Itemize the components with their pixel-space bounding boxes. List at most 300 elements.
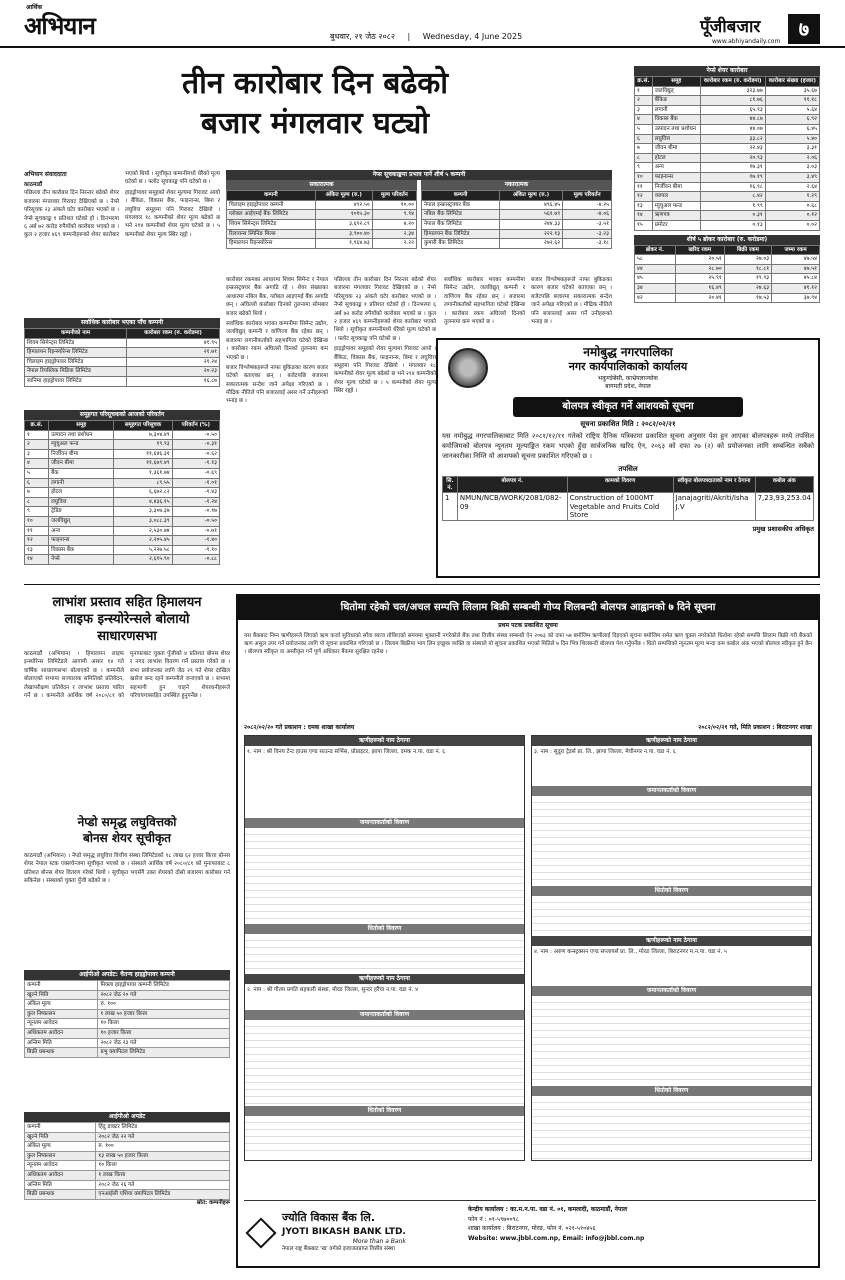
- nmb-cell: Construction of 1000MT Vegetable and Fruits Cold Store: [567, 493, 673, 521]
- index-header-3: परिवर्तन (%): [172, 421, 219, 431]
- top5-neg-header-1: अंकित मूल्य (रु.): [500, 191, 563, 201]
- nepse-cell: लगानी: [652, 105, 700, 115]
- ipo1-cell: अन्तिम मिति: [25, 1038, 98, 1048]
- notice-bid-table: [442, 476, 814, 521]
- index-cell: -१.१३: [172, 459, 219, 469]
- index-cell: जलविद्युत्: [49, 517, 114, 527]
- top5-neg-row: [422, 210, 612, 220]
- newspaper-logo[interactable]: अभियान: [24, 11, 95, 40]
- index-row: [25, 526, 220, 536]
- nepse-row: [635, 134, 820, 144]
- ipo1-cell: २०८२ जेठ २३ गते: [98, 1038, 230, 1048]
- auction-left-col: [244, 735, 525, 1162]
- lead-para-1: पछिल्ला तीन कारोबार दिन निरन्तर बढेको शेयर बजारमा मंगलवार गिरावट देखिएको छ । नेप्से परिसूचक २३ अंकले घटेर कारोबार भएको छ । नेप्से सूचकाङ्क १ प्रतिशत घटेको हो । दिनभरमा ६ अर्ब ७२ करोड रुपैयाँको कारोबार भएको छ । कुल २ हजार ४६९ कम्पनीहरूको शेयर कारोबार भएको थियो । सूचीकृत कम्पनीमध्ये धेरैको मूल्य घटेको छ । फ्लोट सूचकाङ्क पनि घटेको छ ।: [24, 171, 220, 239]
- index-cell: म्युचुअल फन्ड: [49, 440, 114, 450]
- top5-neg-cell: ४९६.४५: [500, 200, 563, 210]
- borrower-title-right-2: ऋणीहरूको नाम ठेगाना: [532, 936, 811, 946]
- ipo2-row: [25, 1190, 230, 1200]
- ipo1-cell: १० हजार कित्ता: [98, 1029, 230, 1039]
- ipo1-row: [25, 1048, 230, 1058]
- index-cell: १: [25, 430, 49, 440]
- turnover-cell: नेपाल रिपब्लिक मिडिया लिमिटेड: [25, 367, 127, 377]
- ipo2-table: [24, 1122, 230, 1200]
- index-cell: ५: [25, 469, 49, 479]
- ipo1-row: [25, 981, 230, 991]
- nepse-cell: १.२९: [765, 192, 819, 202]
- auction-left-branch: २०८२/०२/२० गते प्रकाशन : दमक शाखा कार्यालय: [244, 723, 355, 731]
- ipo1-cell: रु. १००: [98, 1000, 230, 1010]
- top5-pos-header-0: कम्पनी: [227, 191, 316, 201]
- nepdo-headline: [24, 814, 230, 846]
- auction-right-col: [531, 735, 812, 1162]
- index-cell: उत्पादन तथा प्रशोधन: [49, 430, 114, 440]
- nepse-cell: १६.९८: [700, 182, 765, 192]
- nepse-cell: १०: [635, 173, 653, 183]
- himalayan-headline-line3: साधारणसभा: [97, 629, 157, 644]
- index-row: [25, 478, 220, 488]
- ipo2-title: आईपीओ अपडेट: [24, 1112, 230, 1122]
- index-cell: २,५३०.७४: [114, 526, 172, 536]
- top5-neg-cell: -३.१८: [563, 239, 612, 249]
- guarantor-title-right-2: जमानतकर्ताको विवरण: [532, 986, 811, 996]
- bank-name-en: JYOTI BIKASH BANK LTD.: [282, 1227, 406, 1238]
- notice-date: सूचना प्रकाशित मिति : २०८२/०२/२१: [580, 419, 676, 428]
- nepse-cell: ६.४५: [765, 125, 819, 135]
- collateral-details-right: [532, 896, 811, 936]
- broker-header-0: ब्रोकर नं.: [635, 245, 676, 255]
- top5-pos-cell: १०१५.३०: [315, 210, 372, 220]
- nepse-cell: १५: [635, 221, 653, 231]
- top5-pos-cell: ३,९००.४०: [315, 229, 372, 239]
- nepse-row: [635, 221, 820, 231]
- nepse-cell: होटल: [652, 153, 700, 163]
- nepse-cell: ५.४०: [765, 134, 819, 144]
- index-row: [25, 536, 220, 546]
- index-cell: २: [25, 440, 49, 450]
- nepse-row: [635, 153, 820, 163]
- broker-header-2: बिक्री रकम: [724, 245, 771, 255]
- nepse-cell: ६.९२: [765, 115, 819, 125]
- turnover-table: [24, 328, 220, 387]
- nepse-cell: १४: [635, 211, 653, 221]
- broker-cell: ४२: [635, 293, 676, 303]
- nepse-cell: ३५.६७: [765, 86, 819, 96]
- ipo-update-1: [24, 970, 230, 1058]
- nepse-cell: विकास बैंक: [652, 115, 700, 125]
- top5-title: नेप्स सूचकाङ्कमा प्रभाव पार्ने शीर्ष ५ कम्पनी: [226, 170, 612, 180]
- nepse-row: [635, 173, 820, 183]
- index-row: [25, 497, 220, 507]
- top5-neg-cell: -४.०६: [563, 210, 612, 220]
- ipo1-row: [25, 1038, 230, 1048]
- top5-pos-cell: रिलायन्स स्पिनिङ मिल्स: [227, 229, 316, 239]
- nepse-cell: लघुवित्त: [652, 134, 700, 144]
- namobuddha-notice: [436, 338, 820, 578]
- notice-office: नगर कार्यपालिकाको कार्यालय: [568, 360, 688, 374]
- top5-neg-cell: नेपाल बैंक लिमिटेड: [422, 219, 500, 229]
- guarantor-title-left: जमानतकर्ताको विवरण: [245, 818, 524, 828]
- index-cell: ६: [25, 478, 49, 488]
- turnover-header-1: कारोबार रकम (रु. करोडमा): [127, 329, 220, 339]
- guarantor-details-left: [245, 828, 524, 924]
- index-row: [25, 440, 220, 450]
- index-cell: -०.१७: [172, 507, 219, 517]
- lead-headline-line2: बजार मंगलवार घट्यो: [200, 106, 430, 141]
- nepse-cell: ५.६४: [765, 105, 819, 115]
- turnover-cell: २१.७१: [127, 348, 220, 358]
- logo-tagline: आर्थिक: [26, 4, 43, 11]
- nepse-table: [634, 76, 820, 231]
- collateral-details-left: [245, 934, 524, 974]
- borrower-title-left: ऋणीहरूको नाम ठेगाना: [245, 736, 524, 746]
- nepse-row: [635, 115, 820, 125]
- ipo1-table: [24, 980, 230, 1058]
- nepse-cell: ०.०२: [765, 221, 819, 231]
- broker-cell: १७.५३: [724, 293, 771, 303]
- ipo1-cell: बिक्री प्रबन्धक: [25, 1048, 98, 1058]
- lead-byline: अभियान संवाददाता: [24, 171, 67, 178]
- ipo1-row: [25, 1000, 230, 1010]
- nmb-cell: NMUN/NCB/WORK/2081/082-09: [457, 493, 567, 521]
- index-header-1: समूह: [49, 421, 114, 431]
- index-cell: २,६१५.९०: [114, 555, 172, 565]
- himalayan-headline-line2: लाइफ इन्स्योरेन्सले बोलायो: [64, 612, 190, 627]
- ipo2-cell: १३ लाख ५० हजार कित्ता: [96, 1151, 230, 1161]
- masthead: [0, 0, 845, 48]
- broker-cell: २७.०३: [724, 255, 771, 265]
- ipo1-row: [25, 1009, 230, 1019]
- index-row: [25, 555, 220, 565]
- ipo2-cell: हिंदु डाक्टर लिमिटेड: [96, 1123, 230, 1133]
- broker-header-3: जम्मा रकम: [772, 245, 820, 255]
- collateral-details-right-2: [532, 1096, 811, 1160]
- nepse-cell: १७.३१: [700, 163, 765, 173]
- broker-table: [634, 245, 820, 304]
- ipo1-cell: अंकित मूल्य: [25, 1000, 98, 1010]
- ipo2-row: [25, 1161, 230, 1171]
- bank-name-np: ज्योति विकास बैंक लि.: [282, 1211, 376, 1225]
- dateline: बुधवार, २१ जेठ २०८२ | Wednesday, 4 June 2025: [330, 32, 523, 41]
- index-row: [25, 507, 220, 517]
- top5-positive-table: [226, 190, 417, 249]
- top5-pos-cell: २.२२: [372, 239, 416, 249]
- ipo2-cell: अधिकतम आवेदन: [25, 1171, 96, 1181]
- top5-pos-header-1: अंकित मूल्य (रु.): [315, 191, 372, 201]
- index-cell: -१.०१: [172, 478, 219, 488]
- index-cell: ३,०८८.३९: [114, 517, 172, 527]
- nepse-cell: ४: [635, 115, 653, 125]
- index-cell: ११,६७९.४९: [114, 459, 172, 469]
- ipo2-cell: एनआईसी एशिया क्यापिटल लिमिटेड: [96, 1190, 230, 1200]
- bank-head-office: केन्द्रीय कार्यालय : का.म.न.पा. वडा नं. ०१, कमलादी, काठमाडौं, नेपाल: [468, 1206, 628, 1213]
- bank-license: नेपाल राष्ट्र बैंकबाट 'ख' वर्गको इजाजतप्राप्त वित्तीय संस्था: [282, 1246, 395, 1253]
- ipo2-row: [25, 1132, 230, 1142]
- index-cell: ८९.५५: [114, 478, 172, 488]
- divider: [24, 584, 820, 585]
- nepse-cell: ०.३१: [700, 211, 765, 221]
- entry-left-1: १. नाम : श्री विनय टेन्ट हाउस एण्ड साउन्ड सर्भिस, प्रोप्राइटर, झापा जिल्ला, दमक न.पा. वडा नं. ६: [247, 748, 446, 755]
- lead-story-col1: [24, 170, 220, 312]
- nepse-row: [635, 201, 820, 211]
- index-cell: -०.६९: [172, 469, 219, 479]
- ipo1-cell: कम्पनी: [25, 981, 98, 991]
- nepse-row: [635, 182, 820, 192]
- index-cell: ७: [25, 488, 49, 498]
- nepse-cell: ४४.८७: [700, 115, 765, 125]
- ipo1-cell: अधिकतम आवेदन: [25, 1029, 98, 1039]
- nepse-cell: ३.०३: [765, 163, 819, 173]
- nmb-header-3: स्वीकृत बोलपत्रदाताको नाम र ठेगाना: [673, 477, 755, 493]
- index-table: [24, 420, 220, 565]
- nepse-cell: ३: [635, 105, 653, 115]
- nepse-cell: १: [635, 86, 653, 96]
- nmb-cell: 7,23,93,253.04: [755, 493, 813, 521]
- index-cell: निर्जीवन बीमा: [49, 449, 114, 459]
- top5-neg-cell: २२२.१३: [500, 229, 563, 239]
- index-cell: ८: [25, 497, 49, 507]
- top5-neg-row: [422, 229, 612, 239]
- nepse-row: [635, 163, 820, 173]
- index-cell: -०.५०: [172, 430, 219, 440]
- index-cell: ४,४३६.१५: [114, 497, 172, 507]
- index-cell: १,३६१.७४: [114, 469, 172, 479]
- nmb-cell: 1: [443, 493, 458, 521]
- top5-pos-cell: ग्लोबल आईएमई बैंक लिमिटेड: [227, 210, 316, 220]
- bank-logo-block: [244, 1201, 464, 1260]
- nepse-cell: जलविद्युत्: [652, 86, 700, 96]
- index-cell: लगानी: [49, 478, 114, 488]
- ipo2-row: [25, 1142, 230, 1152]
- nepse-cell: १३: [635, 201, 653, 211]
- borrower-title-left-2: ऋणीहरूको नाम ठेगाना: [245, 974, 524, 984]
- broker-cell: ५८: [635, 255, 676, 265]
- ipo2-cell: १ लाख कित्ता: [96, 1171, 230, 1181]
- index-cell: ३,३०७.३७: [114, 507, 172, 517]
- broker-cell: १८.८१: [724, 264, 771, 274]
- lead-para-3: कारोबार रकमका आधारमा शिवम सिमेन्ट र नेपाल इन्फ्रास्ट्रक्चर बैंक अगाडि रहे । शेयर संख्याका आधारमा नबिल बैंक, ग्लोबल आइएमई बैंक अगाडि छन् । अघिल्लो कारोबार दिनको तुलनामा सोमबार बजार बढेको थियो ।: [226, 277, 328, 317]
- top5-pos-cell: ४.२०: [372, 219, 416, 229]
- index-cell: होटल: [49, 488, 114, 498]
- turnover-row: [25, 377, 220, 387]
- index-cell: ११,६४६.३१: [114, 449, 172, 459]
- broker-cell: २०.५१: [675, 255, 724, 265]
- ipo2-row: [25, 1171, 230, 1181]
- ipo2-cell: बिक्री प्रबन्धक: [25, 1190, 96, 1200]
- nepse-cell: निर्जीवन बीमा: [652, 182, 700, 192]
- top5-neg-cell: नबिल बैंक लिमिटेड: [422, 210, 500, 220]
- nmb-cell: Janajagriti/Akriti/Isha J.V: [673, 493, 755, 521]
- auction-intro: यस बैंकबाट निम्न ऋणीहरूले लिएको ऋण कर्जा सुविधाको साँवा ब्याज तोकिएको समयमा भुक्तानी नगरेकोले बैंक तथा वित्तीय संस्था सम्बन्धी ऐन २०७३ को दफा ५७ बमोजिम ऋणीलाई दिइएको सूचना बमोजिम समेत ऋण चुक्ता नगरेकोले धितोमा रहेको सम्पत्ति लिलाम बिक्री गरी बैंकको ऋण असुल उपर गर्ने प्रयोजनका लागि यो सूचना प्रकाशित गरिएको छ । लिलाम बिक्रीमा भाग लिन इच्छुक व्यक्ति वा संस्थाले यो सूचना प्रकाशित भएको मितिले ७ दिन भित्र शिलबन्दी बोलपत्र पेश गर्नुपर्नेछ । धितो सम्पत्तिको न्यूनतम मूल्य भन्दा कम कबोल अंक भएको बोलपत्र स्वीकृत हुने छैन । बोलपत्र स्वीकृत वा अस्वीकृत गर्ने पूर्ण अधिकार बैंकमा सुरक्षित रहनेछ ।: [244, 632, 812, 656]
- turnover-row: [25, 367, 220, 377]
- collateral-title-left: धितोको विवरण: [245, 924, 524, 934]
- top5-neg-cell: हिमालयन बैंक लिमिटेड: [422, 229, 500, 239]
- top5-negative-title: नकारात्मक: [421, 180, 612, 190]
- top5-pos-row: [227, 219, 417, 229]
- index-row: [25, 459, 220, 469]
- broker-cell: २४.६३: [724, 284, 771, 294]
- nepse-cell: व्यापार: [652, 192, 700, 202]
- top5-pos-cell: ४९२.५०: [315, 200, 372, 210]
- broker-cell: ४७.५४: [772, 255, 820, 265]
- nepse-cell: ०.१३: [700, 221, 765, 231]
- top5-pos-cell: शिवम सिमेन्ट्स लिमिटेड: [227, 219, 316, 229]
- index-cell: -०.५०: [172, 517, 219, 527]
- turnover-cell: २१.२४: [127, 357, 220, 367]
- index-cell: -१.१०: [172, 545, 219, 555]
- ipo2-cell: अंकित मूल्य: [25, 1142, 96, 1152]
- index-cell: १२: [25, 536, 49, 546]
- auction-banner: धितोमा रहेको चल/अचल सम्पत्ति लिलाम बिक्री सम्बन्धी गोप्य शिलबन्दी बोलपत्र आह्वानको ७ दिने सूचना: [238, 596, 818, 620]
- broker-cell: १६.४९: [675, 284, 724, 294]
- top5-neg-cell: -४.२५: [563, 200, 612, 210]
- index-cell: जीवन बीमा: [49, 459, 114, 469]
- top5-pos-cell: ९.९४: [372, 210, 416, 220]
- broker-cell: ३७.९४: [772, 293, 820, 303]
- sub-index-table: [24, 410, 220, 565]
- ipo2-cell: कुल निष्कासन: [25, 1151, 96, 1161]
- broker-cell: ४७.५१: [772, 264, 820, 274]
- index-cell: -०.८८: [172, 555, 219, 565]
- nepse-cell: ५: [635, 125, 653, 135]
- notice-address2: बागमती प्रदेश, नेपाल: [605, 383, 651, 391]
- top5-neg-cell: २७२.६२: [500, 239, 563, 249]
- nepse-cell: बैंकिङ: [652, 96, 700, 106]
- bank-contacts: [464, 1201, 816, 1260]
- top5-neg-row: [422, 239, 612, 249]
- index-cell: अन्य: [49, 526, 114, 536]
- lead-para-5: बजार विश्लेषकहरूले नाफा बुकिङका कारण बजार घटेको बताएका छन् । बजेटपछि बजारमा सकारात्मक सन्देश जाने अपेक्षा गरिएको छ । मौद्रिक नीतिले पनि बजारलाई असर गर्ने उनीहरूको भनाइ छ ।: [226, 364, 328, 405]
- website-link[interactable]: www.abhiyandaily.com: [712, 38, 781, 45]
- nepse-cell: उत्पादन तथा प्रशोधन: [652, 125, 700, 135]
- nepse-header-1: समूह: [652, 77, 700, 87]
- nepse-cell: २: [635, 96, 653, 106]
- lead-story-col3: [444, 276, 612, 334]
- nepse-cell: २.६४: [765, 182, 819, 192]
- ipo2-cell: कम्पनी: [25, 1123, 96, 1133]
- top5-negative-table: [421, 190, 612, 249]
- index-cell: ५,२२७.५८: [114, 545, 172, 555]
- ipo1-row: [25, 1029, 230, 1039]
- turnover-header-0: कम्पनीको नाम: [25, 329, 127, 339]
- top5-neg-cell: नेपाल इन्फ्रास्ट्रक्चर बैंक: [422, 200, 500, 210]
- index-header-0: क्र.सं.: [25, 421, 49, 431]
- turnover-cell: चिलाइम हाइड्रोपावर लिमिटेड: [25, 357, 127, 367]
- top5-pos-row: [227, 210, 417, 220]
- turnover-row: [25, 357, 220, 367]
- guarantor-title-right: जमानतकर्ताको विवरण: [532, 786, 811, 796]
- nepse-cell: २२.४३: [700, 144, 765, 154]
- ipo2-cell: २०८२ जेठ २२ गते: [96, 1132, 230, 1142]
- broker-cell: ४१.१२: [772, 284, 820, 294]
- index-row: [25, 517, 220, 527]
- nepse-row: [635, 211, 820, 221]
- ipo1-cell: न्यूनतम आवेदन: [25, 1019, 98, 1029]
- ipo2-row: [25, 1180, 230, 1190]
- nepse-cell: ८१.७६: [700, 96, 765, 106]
- top5-neg-header-2: मूल्य परिवर्तन: [563, 191, 612, 201]
- nepse-cell: १७.१९: [700, 173, 765, 183]
- lead-story-col2: [226, 276, 436, 566]
- lead-para-4: सर्वाधिक कारोबार भएका कम्पनीमा सिमेन्ट उद्योग, जलविद्युत् कम्पनी र वाणिज्य बैंक रहेका छन् । बजारमा लगानीकर्ताको सहभागिता घटेको देखिन्छ । कारोबार रकम अघिल्लो दिनको तुलनामा कम भएको छ ।: [226, 320, 328, 361]
- ipo1-cell: २०८२ जेठ २० गते: [98, 990, 230, 1000]
- guarantor-title-left-2: जमानतकर्ताको विवरण: [245, 1010, 524, 1020]
- date-english: Wednesday, 4 June 2025: [422, 32, 523, 41]
- nepse-cell: २०.९३: [700, 153, 765, 163]
- bank-website[interactable]: Website: www.jbbl.com.np, Email: info@jbbl.com.np: [468, 1234, 645, 1242]
- notice-banner: बोलपत्र स्वीकृत गर्ने आशयको सूचना: [513, 397, 743, 417]
- bank-branch: शाखा कार्यालय : बिराटनगर, मोरङ, फोन नं. ०२१-५१०४५६: [468, 1225, 596, 1233]
- top5-pos-row: [227, 200, 417, 210]
- turnover-cell: २०.२३: [127, 367, 220, 377]
- himalayan-body: काठमाडौं (अभियान) । हिमालयन लाइफ इन्स्योरेन्स लिमिटेडले आगामी असार १४ गते वार्षिक साधारणसभा बोलाएको छ । कम्पनीले बोलाएको सभामा सञ्चालक समितिको प्रतिवेदन, लेखापरीक्षण प्रतिवेदन र लाभांश प्रस्ताव पारित गर्ने छ । कम्पनीले आर्थिक वर्ष २०८०/८१ को मुनाफाबाट चुक्ता पुँजीको ४ प्रतिशत बोनस शेयर र नगद लाभांश वितरण गर्ने प्रस्ताव गरेको छ । सभा प्रयोजनका लागि जेठ २९ गते शेयर दाखिल खारेज बन्द रहने कम्पनीले जनाएको छ । सभामा सहभागी हुन चाहने शेयरधनीहरूले परिचयपत्रसहित उपस्थित हुनुपर्नेछ ।: [24, 651, 230, 699]
- date-nepali: बुधवार, २१ जेठ २०८२: [330, 32, 395, 41]
- turnover-cell: सानिमा हाइड्रोपावर लिमिटेड: [25, 377, 127, 387]
- nepse-turnover-table: [634, 66, 820, 303]
- ipo1-row: [25, 990, 230, 1000]
- broker-cell: ४४: [635, 264, 676, 274]
- nepse-header-2: कारोबार रकम (रु. करोडमा): [700, 77, 765, 87]
- index-cell: -१.४३: [172, 488, 219, 498]
- ipo2-cell: खुल्ने मिति: [25, 1132, 96, 1142]
- top5-pos-cell: ३,६९२.८९: [315, 219, 372, 229]
- ipo2-cell: १० कित्ता: [96, 1161, 230, 1171]
- nepse-cell: जीवन बीमा: [652, 144, 700, 154]
- collateral-title-right: धितोको विवरण: [532, 886, 811, 896]
- index-cell: १०: [25, 517, 49, 527]
- collateral-details-left-2: [245, 1116, 524, 1156]
- top5-neg-cell: २४४.३३: [500, 219, 563, 229]
- broker-cell: २५.९१: [675, 274, 724, 284]
- top5-neg-cell: कुमारी बैंक लिमिटेड: [422, 239, 500, 249]
- nepse-table-title: नेप्से शेयर कारोबार: [634, 66, 820, 76]
- lead-dateline: काठमाडौं: [24, 182, 43, 188]
- broker-row: [635, 274, 820, 284]
- broker-cell: २०.४१: [675, 293, 724, 303]
- nepse-cell: अन्य: [652, 163, 700, 173]
- broker-row: [635, 293, 820, 303]
- index-cell: १३: [25, 545, 49, 555]
- collateral-title-left-2: धितोको विवरण: [245, 1106, 524, 1116]
- broker-cell: २८.७०: [675, 264, 724, 274]
- ipo2-row: [25, 1151, 230, 1161]
- nepse-row: [635, 192, 820, 202]
- index-cell: -०.६२: [172, 449, 219, 459]
- nepse-cell: १.९९: [700, 201, 765, 211]
- nepse-cell: १२: [635, 192, 653, 202]
- index-cell: -०.३१: [172, 440, 219, 450]
- index-header-2: समूहगत परिसूचक: [114, 421, 172, 431]
- nepdo-headline-line1: नेप्डो समृद्ध लघुवित्तको: [77, 815, 177, 829]
- broker-cell: १९.९३: [724, 274, 771, 284]
- entry-left-2: २. नाम : श्री गौतम प्रगति सहकारी संस्था, मोरङ जिल्ला, सुन्दर हरैंचा न.पा. वडा नं. ४: [247, 987, 418, 994]
- index-title: समूहगत परिसूचकको आजको परिवर्तन: [24, 410, 220, 420]
- nepse-row: [635, 96, 820, 106]
- index-cell: ४: [25, 459, 49, 469]
- top5-impact-table: [226, 170, 612, 249]
- index-row: [25, 469, 220, 479]
- index-cell: १४: [25, 555, 49, 565]
- auction-notice: [236, 594, 820, 1268]
- top5-pos-cell: १०.००: [372, 200, 416, 210]
- ipo2-row: [25, 1123, 230, 1133]
- nepse-cell: ११.१८: [765, 96, 819, 106]
- ipo1-row: [25, 1019, 230, 1029]
- index-cell: ३: [25, 449, 49, 459]
- ipo1-cell: मिक्ला हाइड्रोपावर कम्पनी लिमिटेड: [98, 981, 230, 991]
- nepse-cell: ८: [635, 153, 653, 163]
- bank-tagline: More than a Bank: [352, 1238, 406, 1246]
- index-row: [25, 430, 220, 440]
